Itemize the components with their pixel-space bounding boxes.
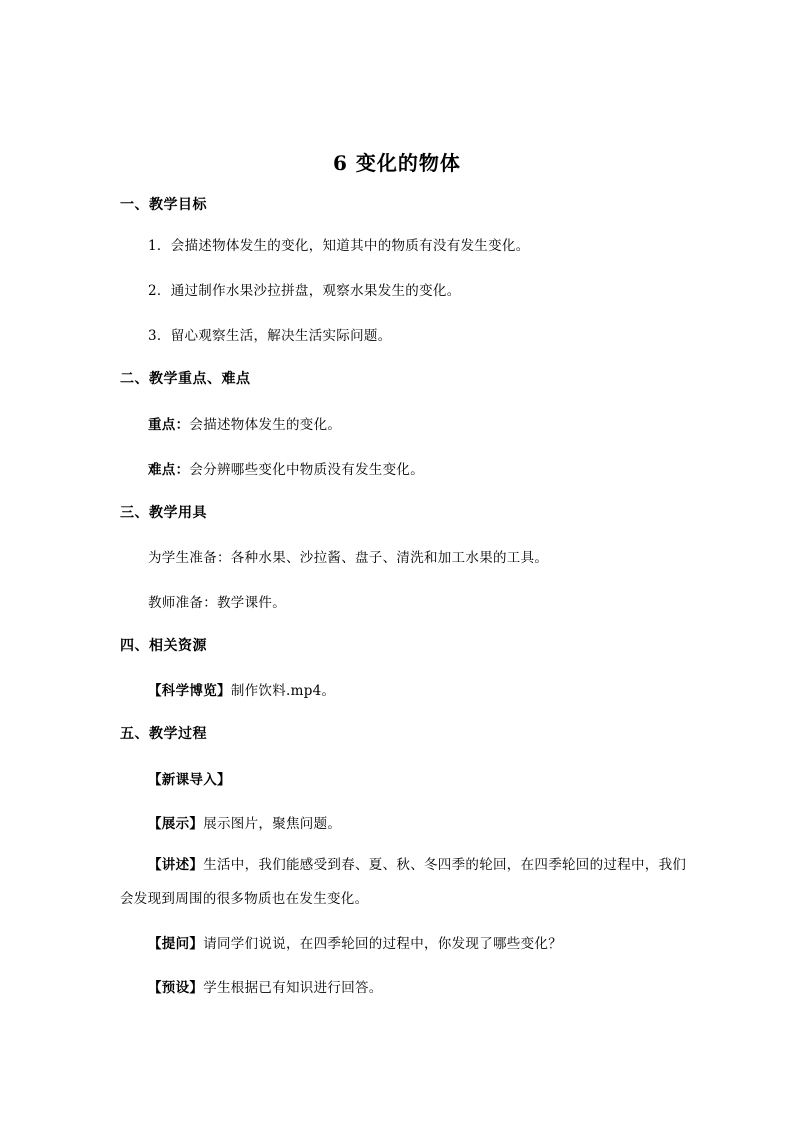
- talk-text: 生活中，我们能感受到春、夏、秋、冬四季的轮回，在四季轮回的过程中，我们会发现到周围的很多物质也在发生变化。: [120, 857, 687, 907]
- goal-item-1: 1．会描述物体发生的变化，知道其中的物质有没有发生变化。: [148, 238, 530, 254]
- tools-teacher: 教师准备：教学课件。: [148, 595, 286, 611]
- new-lesson-intro-label: 【新课导入】: [148, 772, 231, 788]
- difficulty-label: 难点：: [148, 462, 190, 478]
- key-point-text: 会描述物体发生的变化。: [189, 417, 342, 433]
- key-point-line: [148, 413, 341, 433]
- section-heading-process: 五、教学过程: [120, 726, 207, 742]
- section-heading-key-points: 二、教学重点、难点: [120, 371, 251, 387]
- key-point-label: 重点：: [148, 417, 190, 433]
- show-line: [148, 812, 341, 832]
- section-heading-tools: 三、教学用具: [120, 505, 207, 521]
- ask-line: [148, 932, 562, 952]
- tools-student: 为学生准备：各种水果、沙拉酱、盘子、清洗和加工水果的工具。: [148, 550, 549, 566]
- resource-text: 制作饮料.mp4。: [230, 683, 336, 699]
- page-title: 6 变化的物体: [333, 151, 461, 175]
- goal-item-3: 3．留心观察生活，解决生活实际问题。: [148, 328, 392, 344]
- ask-text: 请同学们说说，在四季轮回的过程中，你发现了哪些变化？: [203, 936, 563, 952]
- difficulty-text: 会分辨哪些变化中物质没有发生变化。: [189, 462, 425, 478]
- preset-line: [148, 976, 383, 996]
- ask-label: 【提问】: [148, 936, 204, 952]
- resource-line: [148, 679, 335, 699]
- section-heading-resources: 四、相关资源: [120, 638, 207, 654]
- goal-item-2: 2．通过制作水果沙拉拼盘，观察水果发生的变化。: [148, 283, 461, 299]
- preset-label: 【预设】: [148, 980, 204, 996]
- talk-paragraph: [120, 848, 690, 916]
- section-heading-goals: 一、教学目标: [120, 197, 207, 213]
- preset-text: 学生根据已有知识进行回答。: [203, 980, 383, 996]
- show-text: 展示图片，聚焦问题。: [203, 816, 342, 832]
- talk-label: 【讲述】: [148, 857, 204, 873]
- difficulty-line: [148, 458, 424, 478]
- show-label: 【展示】: [148, 816, 204, 832]
- resource-label: 【科学博览】: [148, 683, 231, 699]
